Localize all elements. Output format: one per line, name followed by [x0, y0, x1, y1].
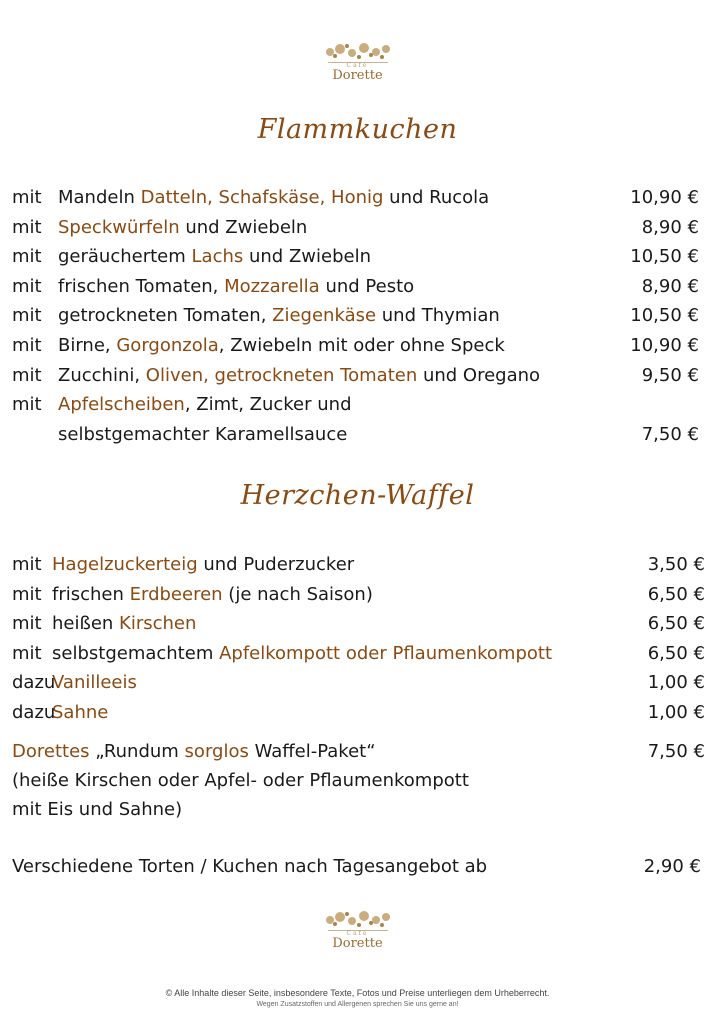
item-text: heißen — [52, 613, 120, 635]
package-desc-1: (heiße Kirschen oder Apfel- oder Pflaumenkompott — [12, 770, 469, 791]
item-prefix: mit — [12, 246, 42, 268]
waffel-title: Herzchen-Waffel — [240, 480, 475, 511]
menu-item-row — [0, 551, 715, 579]
menu-item-row — [0, 610, 715, 638]
package-line-2 — [0, 767, 715, 795]
item-prefix: mit — [12, 554, 42, 575]
highlighted-ingredient: Erdbeeren — [129, 583, 223, 605]
item-price: 9,50 € — [641, 364, 699, 386]
item-description — [52, 551, 354, 579]
item-prefix: mit — [12, 216, 42, 238]
item-description — [58, 184, 489, 212]
item-text: „Rundum — [89, 741, 185, 762]
item-text: (je nach Saison) — [222, 583, 373, 605]
item-description — [52, 669, 137, 697]
menu-item-row — [0, 362, 715, 390]
highlighted-ingredient: Speckwürfeln — [58, 216, 180, 238]
item-prefix: dazu — [12, 702, 56, 723]
item-price: 6,50 € — [647, 583, 705, 605]
item-text: frischen — [52, 583, 130, 605]
flammkuchen-title: Flammkuchen — [257, 114, 458, 145]
item-text: getrockneten Tomaten, — [58, 305, 273, 327]
logo-small-text: Café — [346, 930, 369, 937]
logo-small-text: Café — [346, 62, 369, 69]
item-prefix: mit — [12, 583, 42, 605]
item-price: 7,50 € — [641, 423, 699, 445]
menu-item-row — [0, 184, 715, 212]
logo-name: Dorette — [332, 68, 383, 83]
item-prefix: mit — [12, 305, 42, 327]
item-prefix: mit — [12, 613, 42, 635]
item-text: , Zimt, Zucker und — [184, 394, 352, 416]
item-price: 10,90 € — [630, 187, 699, 208]
item-description — [58, 243, 371, 271]
menu-item-row — [0, 421, 715, 449]
item-description — [58, 273, 414, 301]
item-text: Zucchini, — [58, 364, 146, 386]
menu-item-row — [0, 214, 715, 242]
item-description — [52, 699, 108, 727]
highlighted-ingredient: Dorettes — [12, 741, 90, 762]
item-price: 8,90 € — [641, 275, 699, 297]
item-price: 1,00 € — [647, 702, 705, 723]
package-desc-2: mit Eis und Sahne) — [12, 799, 183, 820]
item-text: Waffel-Paket“ — [248, 741, 376, 762]
cafe-dorette-logo-bottom — [322, 910, 394, 954]
logo-name: Dorette — [332, 936, 383, 951]
menu-item-row — [0, 243, 715, 271]
menu-item-row — [0, 273, 715, 301]
item-price: 1,00 € — [647, 672, 705, 694]
highlighted-ingredient: Gorgonzola — [116, 335, 219, 356]
item-text: und Pesto — [319, 275, 415, 297]
item-description — [52, 610, 196, 638]
item-text: und Zwiebeln — [179, 216, 308, 238]
item-description — [58, 214, 307, 242]
item-price: 3,50 € — [647, 554, 705, 575]
menu-item-row — [0, 669, 715, 697]
item-price: 10,90 € — [630, 335, 699, 356]
menu-item-row — [0, 332, 715, 360]
menu-item-row — [0, 302, 715, 330]
highlighted-ingredient: Vanilleeis — [52, 672, 137, 694]
highlighted-ingredient: Apfelscheiben — [58, 394, 185, 416]
item-prefix: mit — [12, 364, 42, 386]
item-price: 10,50 € — [630, 305, 699, 327]
menu-item-row — [0, 391, 715, 419]
highlighted-ingredient: Ziegenkäse — [272, 305, 377, 327]
item-prefix: mit — [12, 335, 42, 356]
highlighted-ingredient: Oliven, getrockneten Tomaten — [145, 364, 418, 386]
item-text: selbstgemachter Karamellsauce — [58, 423, 348, 445]
allergen-notice: Wegen Zusatzstoffen und Allergenen sprechen Sie uns gerne an! — [256, 1001, 459, 1008]
item-text: selbstgemachtem — [52, 642, 220, 664]
menu-item-row — [0, 699, 715, 727]
item-text: Mandeln — [58, 187, 141, 208]
highlighted-ingredient: Sahne — [52, 702, 109, 723]
highlighted-ingredient: Mozzarella — [224, 275, 320, 297]
menu-item-row — [0, 581, 715, 609]
item-text: und Thymian — [376, 305, 500, 327]
package-title — [12, 738, 376, 766]
package-price: 7,50 € — [647, 741, 705, 762]
item-text: und Oregano — [417, 364, 541, 386]
highlighted-ingredient: Lachs — [191, 246, 244, 268]
item-text: und Zwiebeln — [243, 246, 371, 268]
item-description — [52, 581, 373, 609]
item-prefix: mit — [12, 642, 42, 664]
item-description — [52, 640, 552, 668]
menu-item-row — [0, 640, 715, 668]
highlighted-ingredient: Kirschen — [119, 613, 197, 635]
logo-leaf-art — [322, 42, 394, 62]
highlighted-ingredient: sorglos — [184, 741, 249, 762]
item-description — [58, 391, 352, 419]
item-prefix: dazu — [12, 672, 56, 694]
highlighted-ingredient: Datteln, Schafskäse, Honig — [140, 187, 384, 208]
copyright-notice: © Alle Inhalte dieser Seite, insbesondere Texte, Fotos und Preise unterliegen dem Urheberrecht. — [165, 988, 550, 998]
item-price: 10,50 € — [630, 246, 699, 268]
logo-leaf-art — [322, 910, 394, 930]
item-text: Birne, — [58, 335, 117, 356]
item-price: 8,90 € — [641, 216, 699, 238]
cafe-dorette-logo — [322, 42, 394, 86]
waffel-package-row — [0, 738, 715, 766]
item-text: , Zwiebeln mit oder ohne Speck — [218, 335, 505, 356]
item-price: 6,50 € — [647, 642, 705, 664]
item-text: geräuchertem — [58, 246, 192, 268]
item-prefix: mit — [12, 187, 42, 208]
item-text: frischen Tomaten, — [58, 275, 225, 297]
item-description — [58, 421, 347, 449]
item-description — [58, 332, 505, 360]
torten-text: Verschiedene Torten / Kuchen nach Tagesangebot ab — [12, 856, 488, 877]
torten-row — [0, 853, 715, 881]
torten-price: 2,90 € — [643, 856, 701, 877]
item-text: und Puderzucker — [197, 554, 355, 575]
item-prefix: mit — [12, 275, 42, 297]
item-price: 6,50 € — [647, 613, 705, 635]
package-line-3 — [0, 796, 715, 824]
item-description — [58, 362, 540, 390]
item-text: und Rucola — [383, 187, 490, 208]
highlighted-ingredient: Apfelkompott oder Pflaumenkompott — [219, 642, 552, 664]
item-prefix: mit — [12, 394, 42, 416]
highlighted-ingredient: Hagelzuckerteig — [52, 554, 198, 575]
item-description — [58, 302, 500, 330]
